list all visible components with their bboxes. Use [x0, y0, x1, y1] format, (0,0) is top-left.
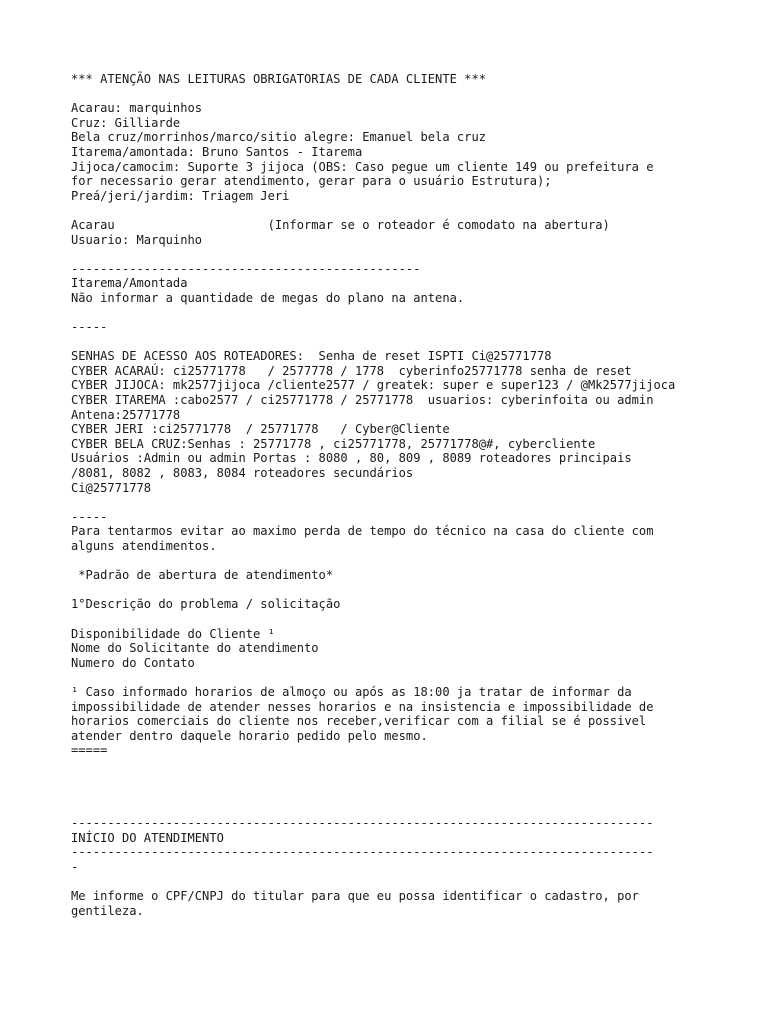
document-page — [71, 72, 711, 918]
text-line: *Padrão de abertura de atendimento* — [71, 568, 334, 583]
blank-line — [71, 583, 711, 598]
text-line: ¹ Caso informado horarios de almoço ou após as 18:00 ja tratar de informar da — [71, 684, 632, 699]
text-line: gentileza. — [71, 903, 144, 918]
text-line: atender dentro daquele horario pedido pelo mesmo. — [71, 728, 428, 743]
text-line: Jijoca/camocim: Suporte 3 jijoca (OBS: Caso pegue um cliente 149 ou prefeitura e — [71, 159, 654, 174]
text-line: Itarema/Amontada — [71, 276, 188, 291]
text-line: CYBER JIJOCA: mk2577jijoca /cliente2577 / greatek: super e super123 / @Mk2577jijoca — [71, 378, 676, 393]
text-line: ------------------------------------------------ — [71, 261, 421, 276]
text-line: CYBER ITAREMA :cabo2577 / ci25771778 / 25771778 usuarios: cyberinfoita ou admin — [71, 393, 654, 408]
text-line: Nome do Solicitante do atendimento — [71, 641, 319, 656]
text-line: -------------------------------------------------------------------------------- — [71, 845, 654, 860]
text-line: CYBER JERI :ci25771778 / 25771778 / Cyber@Cliente — [71, 422, 450, 437]
blank-line — [71, 758, 711, 773]
text-line: -------------------------------------------------------------------------------- — [71, 816, 654, 831]
text-line: Bela cruz/morrinhos/marco/sitio alegre: Emanuel bela cruz — [71, 130, 487, 145]
text-line: Itarema/amontada: Bruno Santos - Itarema — [71, 144, 363, 159]
blank-line — [71, 495, 711, 510]
text-line: ----- — [71, 320, 108, 335]
text-line: 1°Descrição do problema / solicitação — [71, 597, 341, 612]
text-line: Não informar a quantidade de megas do plano na antena. — [71, 290, 465, 305]
text-line: Usuários :Admin ou admin Portas : 8080 , 80, 809 , 8089 roteadores principais — [71, 451, 632, 466]
text-line: ----- — [71, 509, 108, 524]
text-line: CYBER ACARAÚ: ci25771778 / 2577778 / 1778 cyberinfo25771778 senha de reset — [71, 363, 632, 378]
text-line: Usuario: Marquinho — [71, 232, 203, 247]
text-line: Acarau: marquinhos — [71, 101, 203, 116]
blank-line — [71, 335, 711, 350]
blank-line — [71, 554, 711, 569]
text-line: Para tentarmos evitar ao maximo perda de tempo do técnico na casa do cliente com — [71, 524, 654, 539]
blank-line — [71, 612, 711, 627]
text-line: Numero do Contato — [71, 655, 195, 670]
blank-line — [71, 670, 711, 685]
blank-line — [71, 87, 711, 102]
text-line: INÍCIO DO ATENDIMENTO — [71, 830, 224, 845]
text-line: Ci@25771778 — [71, 480, 152, 495]
blank-line — [71, 875, 711, 890]
text-line: Acarau (Informar se o roteador é comodato na abertura) — [71, 217, 610, 232]
text-line: *** ATENÇÃO NAS LEITURAS OBRIGATORIAS DE CADA CLIENTE *** — [71, 72, 487, 86]
text-line: Cruz: Gilliarde — [71, 115, 181, 130]
text-line: for necessario gerar atendimento, gerar para o usuário Estrutura); — [71, 174, 552, 189]
text-line: Me informe o CPF/CNPJ do titular para que eu possa identificar o cadastro, por — [71, 889, 639, 904]
text-line: CYBER BELA CRUZ:Senhas : 25771778 , ci25771778, 25771778@#, cybercliente — [71, 436, 596, 451]
text-line: horarios comerciais do cliente nos receber,verificar com a filial se é possivel — [71, 714, 647, 729]
blank-line — [71, 773, 711, 788]
text-line: - — [71, 860, 79, 875]
text-line: Preá/jeri/jardim: Triagem Jeri — [71, 188, 290, 203]
text-line: SENHAS DE ACESSO AOS ROTEADORES: Senha de reset ISPTI Ci@25771778 — [71, 349, 552, 364]
text-line: alguns atendimentos. — [71, 539, 217, 553]
text-line: /8081, 8082 , 8083, 8084 roteadores secundários — [71, 466, 414, 481]
text-line: impossibilidade de atender nesses horarios e na insistencia e impossibilidade de — [71, 699, 654, 714]
text-line: Antena:25771778 — [71, 407, 181, 422]
blank-line — [71, 802, 711, 817]
text-line: Disponibilidade do Cliente ¹ — [71, 626, 275, 641]
blank-line — [71, 247, 711, 262]
text-line: ===== — [71, 743, 108, 758]
blank-line — [71, 306, 711, 321]
blank-line — [71, 787, 711, 802]
blank-line — [71, 203, 711, 218]
